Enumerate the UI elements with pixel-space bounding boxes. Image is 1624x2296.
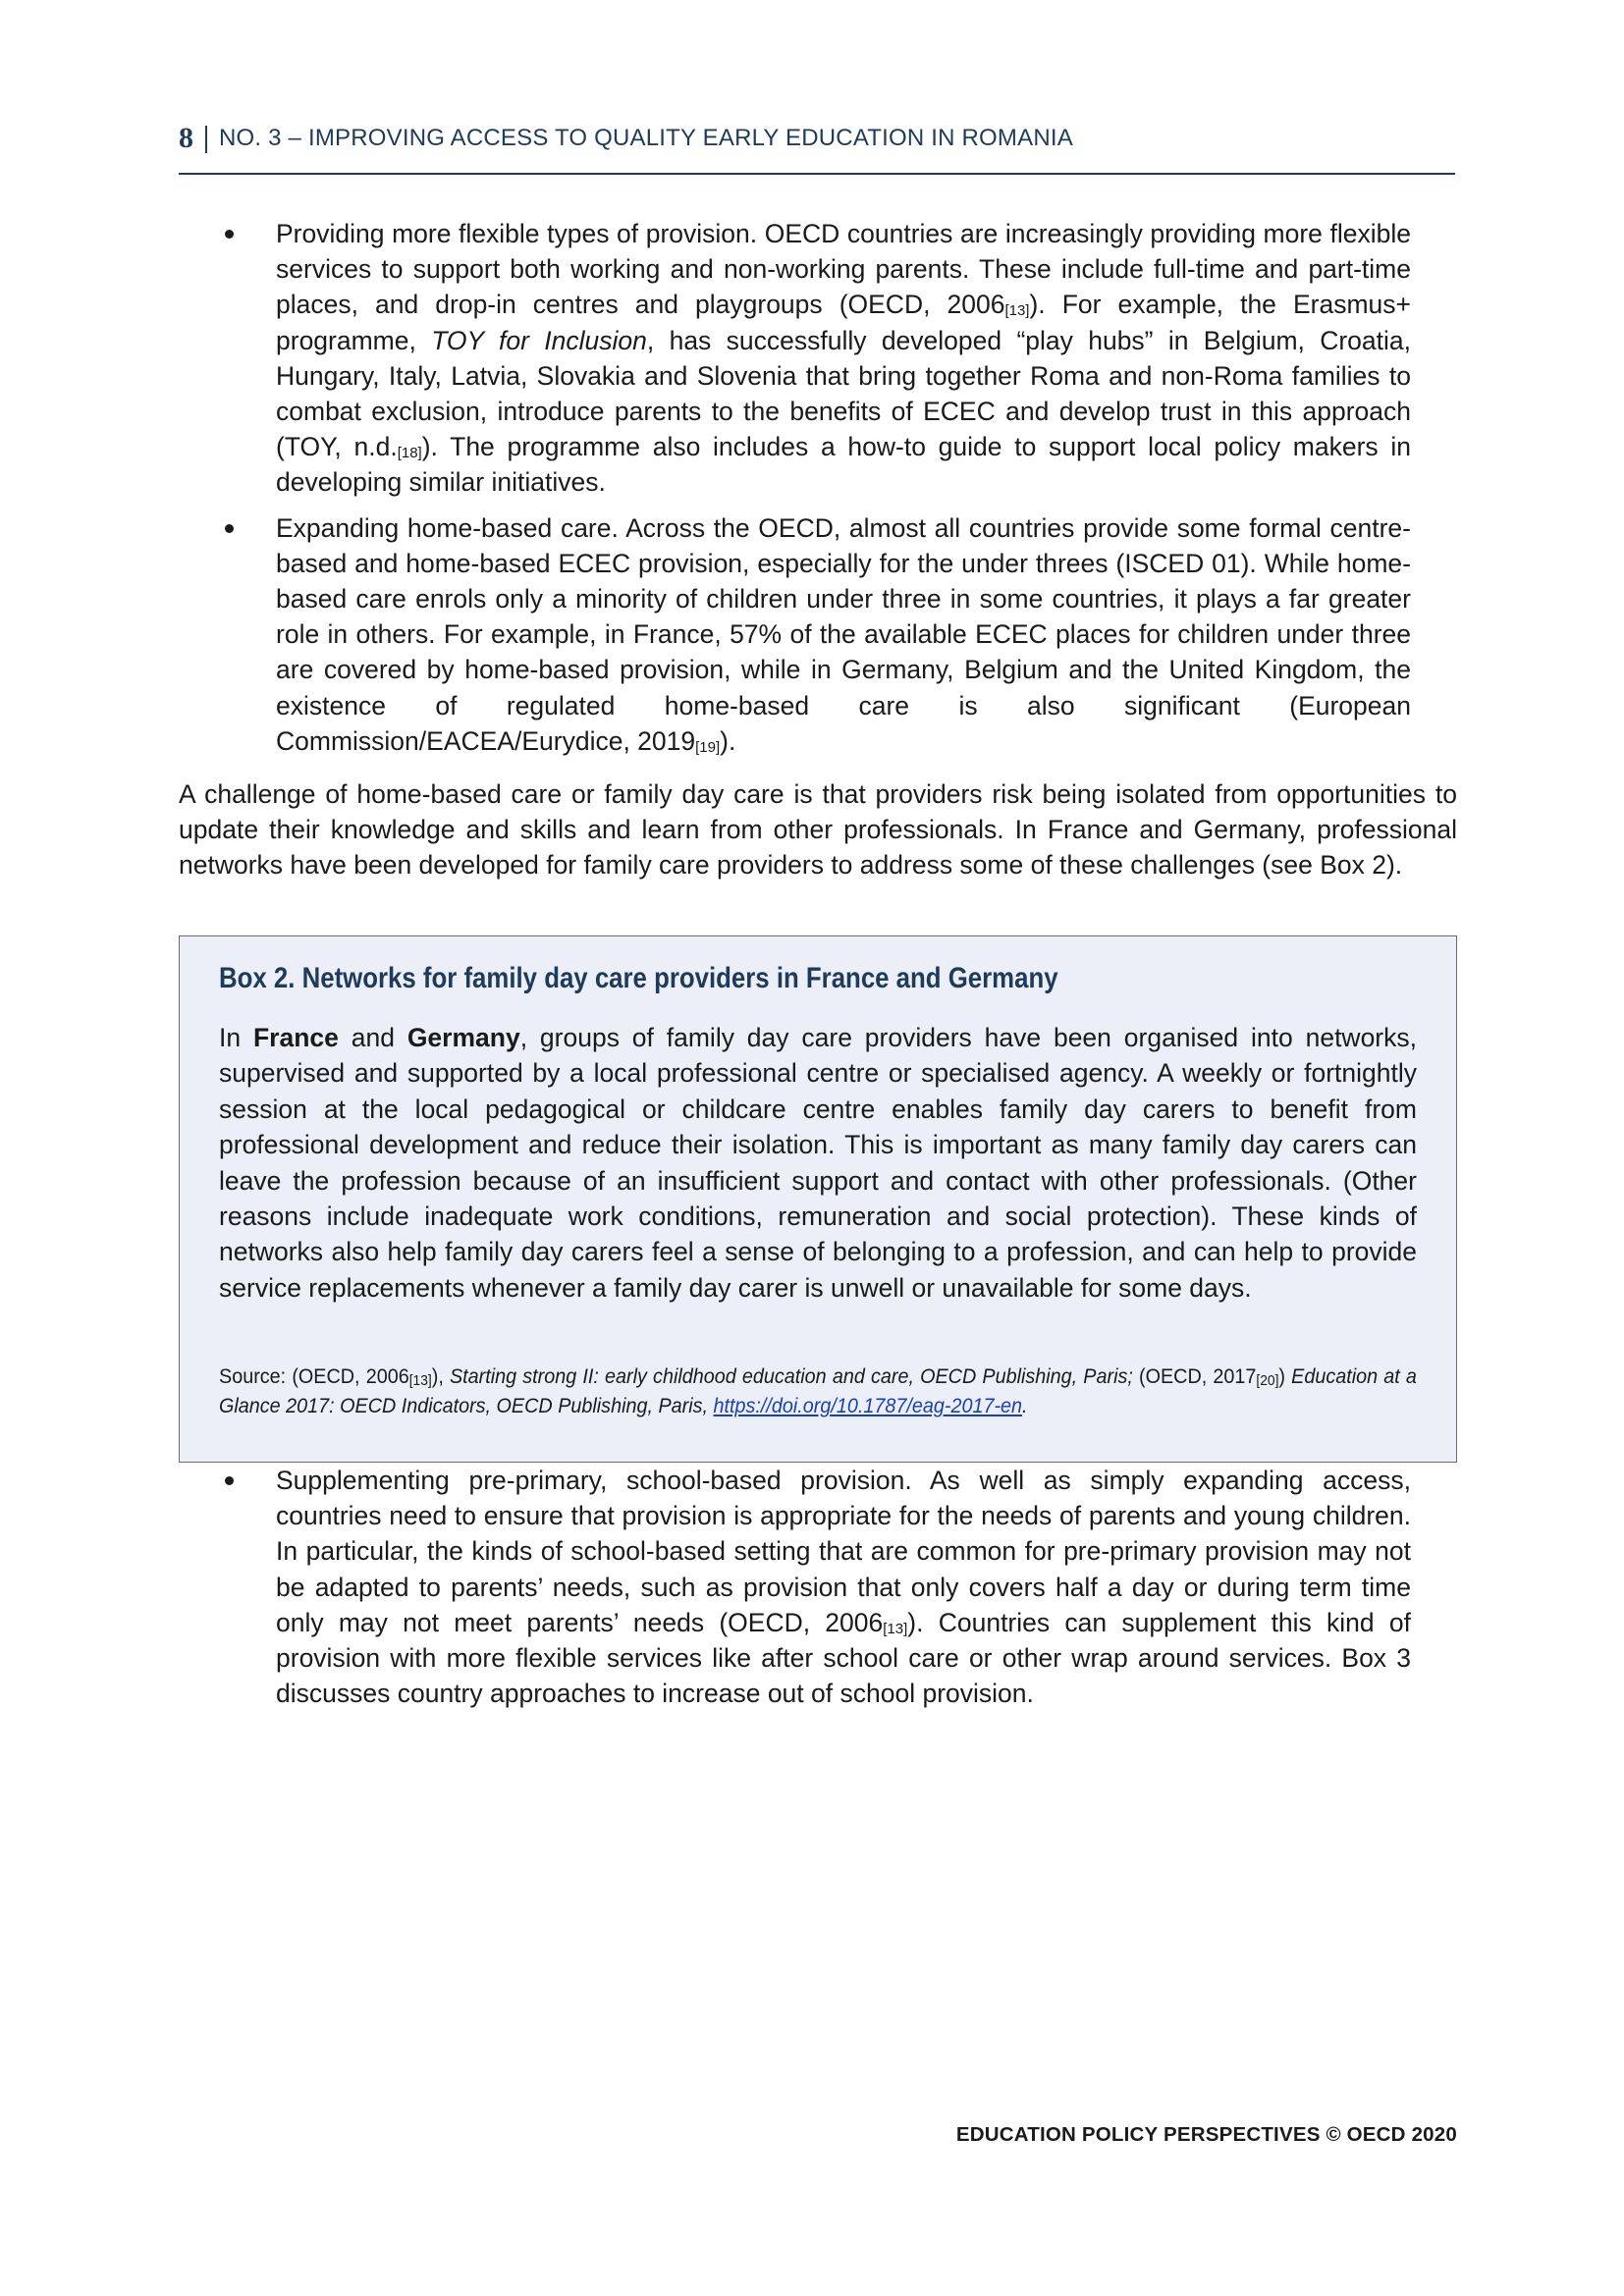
text-segment: ). Countries can supplement this kind of provision with more flexible services like after school care or other wrap around services. Box 3 discusses country approaches to increase out of school provision. (276, 1607, 1411, 1709)
text-segment: Expanding home-based care. Across the OECD, almost all countries provide some formal centre-based and home-based ECEC provision, especially for the under threes (ISCED 01). While home-based care enrols only a minority of children under three in some countries, it plays a far greater role in others. For example, in France, 57% of the available ECEC places for children under three are covered by home-based provision, while in Germany, Belgium and the United Kingdom, the existence of regulated home-based care is also significant (European Commission/EACEA/Eurydice, 2019 (276, 512, 1411, 756)
text-segment: ) (1278, 1364, 1292, 1388)
header-divider (205, 126, 207, 153)
citation-ref[interactable]: [13] (1004, 302, 1030, 320)
text-segment: , has successfully developed “play hubs” in Belgium, Croatia, Hungary, Italy, Latvia, Slovakia and Slovenia that bring together Roma and non-Roma families to combat exclusion, introduce parents to the benefits of ECEC and develop trust in this approach (TOY, n.d. (276, 325, 1412, 462)
page-footer: EDUCATION POLICY PERSPECTIVES © OECD 2020 (955, 2123, 1457, 2146)
source-title: Education at a Glance 2017: OECD Indicators, OECD Publishing, Paris, (219, 1364, 1417, 1417)
text-segment: ). The programme also includes a how-to guide to support local policy makers in developing similar initiatives. (276, 432, 1411, 498)
citation-ref[interactable]: [18] (397, 445, 422, 462)
text-segment: Providing more flexible types of provision. OECD countries are increasingly providing more flexible services to support both working and non-working parents. These include full-time and part-time places, and drop-in centres and playgroups (OECD, 2006 (276, 219, 1411, 320)
list-item (179, 216, 1411, 501)
bullet-text (276, 513, 1411, 756)
bullet-list-top (179, 216, 1411, 769)
citation-ref[interactable]: [13] (408, 1372, 432, 1389)
text-segment: Source: (OECD, 2006 (219, 1364, 409, 1388)
text-segment: (OECD, 2017 (1132, 1364, 1257, 1388)
bullet-icon (225, 524, 234, 533)
running-title: NO. 3 – IMPROVING ACCESS TO QUALITY EARLY EDUCATION IN ROMANIA (219, 125, 1073, 151)
text-segment: ). For example, the Erasmus+ programme, (276, 290, 1411, 355)
country-france: France (252, 1023, 339, 1052)
box-source (219, 1362, 1417, 1420)
text-segment: ). (720, 725, 736, 756)
bullet-list-bottom (179, 1463, 1411, 1721)
bullet-icon (225, 230, 234, 239)
programme-name: TOY for Inclusion (431, 325, 647, 355)
list-item (179, 1463, 1411, 1711)
body-paragraph: A challenge of home-based care or family day care is that providers risk being isolated from opportunities to update their knowledge and skills and learn from other professionals. In France and Germany, professional networks have been developed for family care providers to address some of these challenges (see Box 2). (179, 779, 1457, 881)
text-segment: Supplementing pre-primary, school-based provision. As well as simply expanding access, countries need to ensure that provision is appropriate for the needs of parents and young children. In particular, the kinds of school-based setting that are common for pre-primary provision may not be adapted to parents’ needs, such as provision that only covers half a day or during term time only may not meet parents’ needs (OECD, 2006 (276, 1466, 1411, 1637)
bullet-text (276, 219, 1411, 497)
box-title: Box 2. Networks for family day care providers in France and Germany (219, 962, 1058, 994)
text-segment: and (338, 1023, 407, 1052)
text-segment: , groups of family day care providers have been organised into networks, supervised and supported by a local professional centre or specialised agency. A weekly or fortnightly session at the local pedagogical or childcare centre enables family day carers to benefit from professional development and reduce their isolation. This is important as many family day carers can leave the profession because of an insufficient support and contact with other professionals. (Other reasons include inadequate work conditions, remuneration and social protection). These kinds of networks also help family day carers feel a sense of belonging to a profession, and can help to provide service replacements whenever a family day carer is unwell or unavailable for some days. (219, 1023, 1417, 1303)
citation-ref[interactable]: [13] (883, 1620, 908, 1637)
citation-ref[interactable]: [20] (1256, 1372, 1279, 1389)
source-title: Starting strong II: early childhood education and care, OECD Publishing, Paris; (449, 1364, 1133, 1388)
doi-link[interactable]: https://doi.org/10.1787/eag-2017-en (713, 1394, 1023, 1417)
citation-ref[interactable]: [19] (695, 738, 721, 756)
country-germany: Germany (406, 1023, 520, 1052)
page-number: 8 (179, 122, 193, 154)
text-segment: . (1022, 1394, 1028, 1417)
list-item (179, 510, 1411, 759)
page-header (179, 120, 1455, 175)
text-segment: In (219, 1023, 253, 1052)
box-2 (179, 935, 1457, 1463)
bullet-text (276, 1466, 1411, 1708)
box-body (219, 1020, 1417, 1306)
bullet-icon (225, 1476, 234, 1485)
text-segment: ), (431, 1364, 450, 1388)
